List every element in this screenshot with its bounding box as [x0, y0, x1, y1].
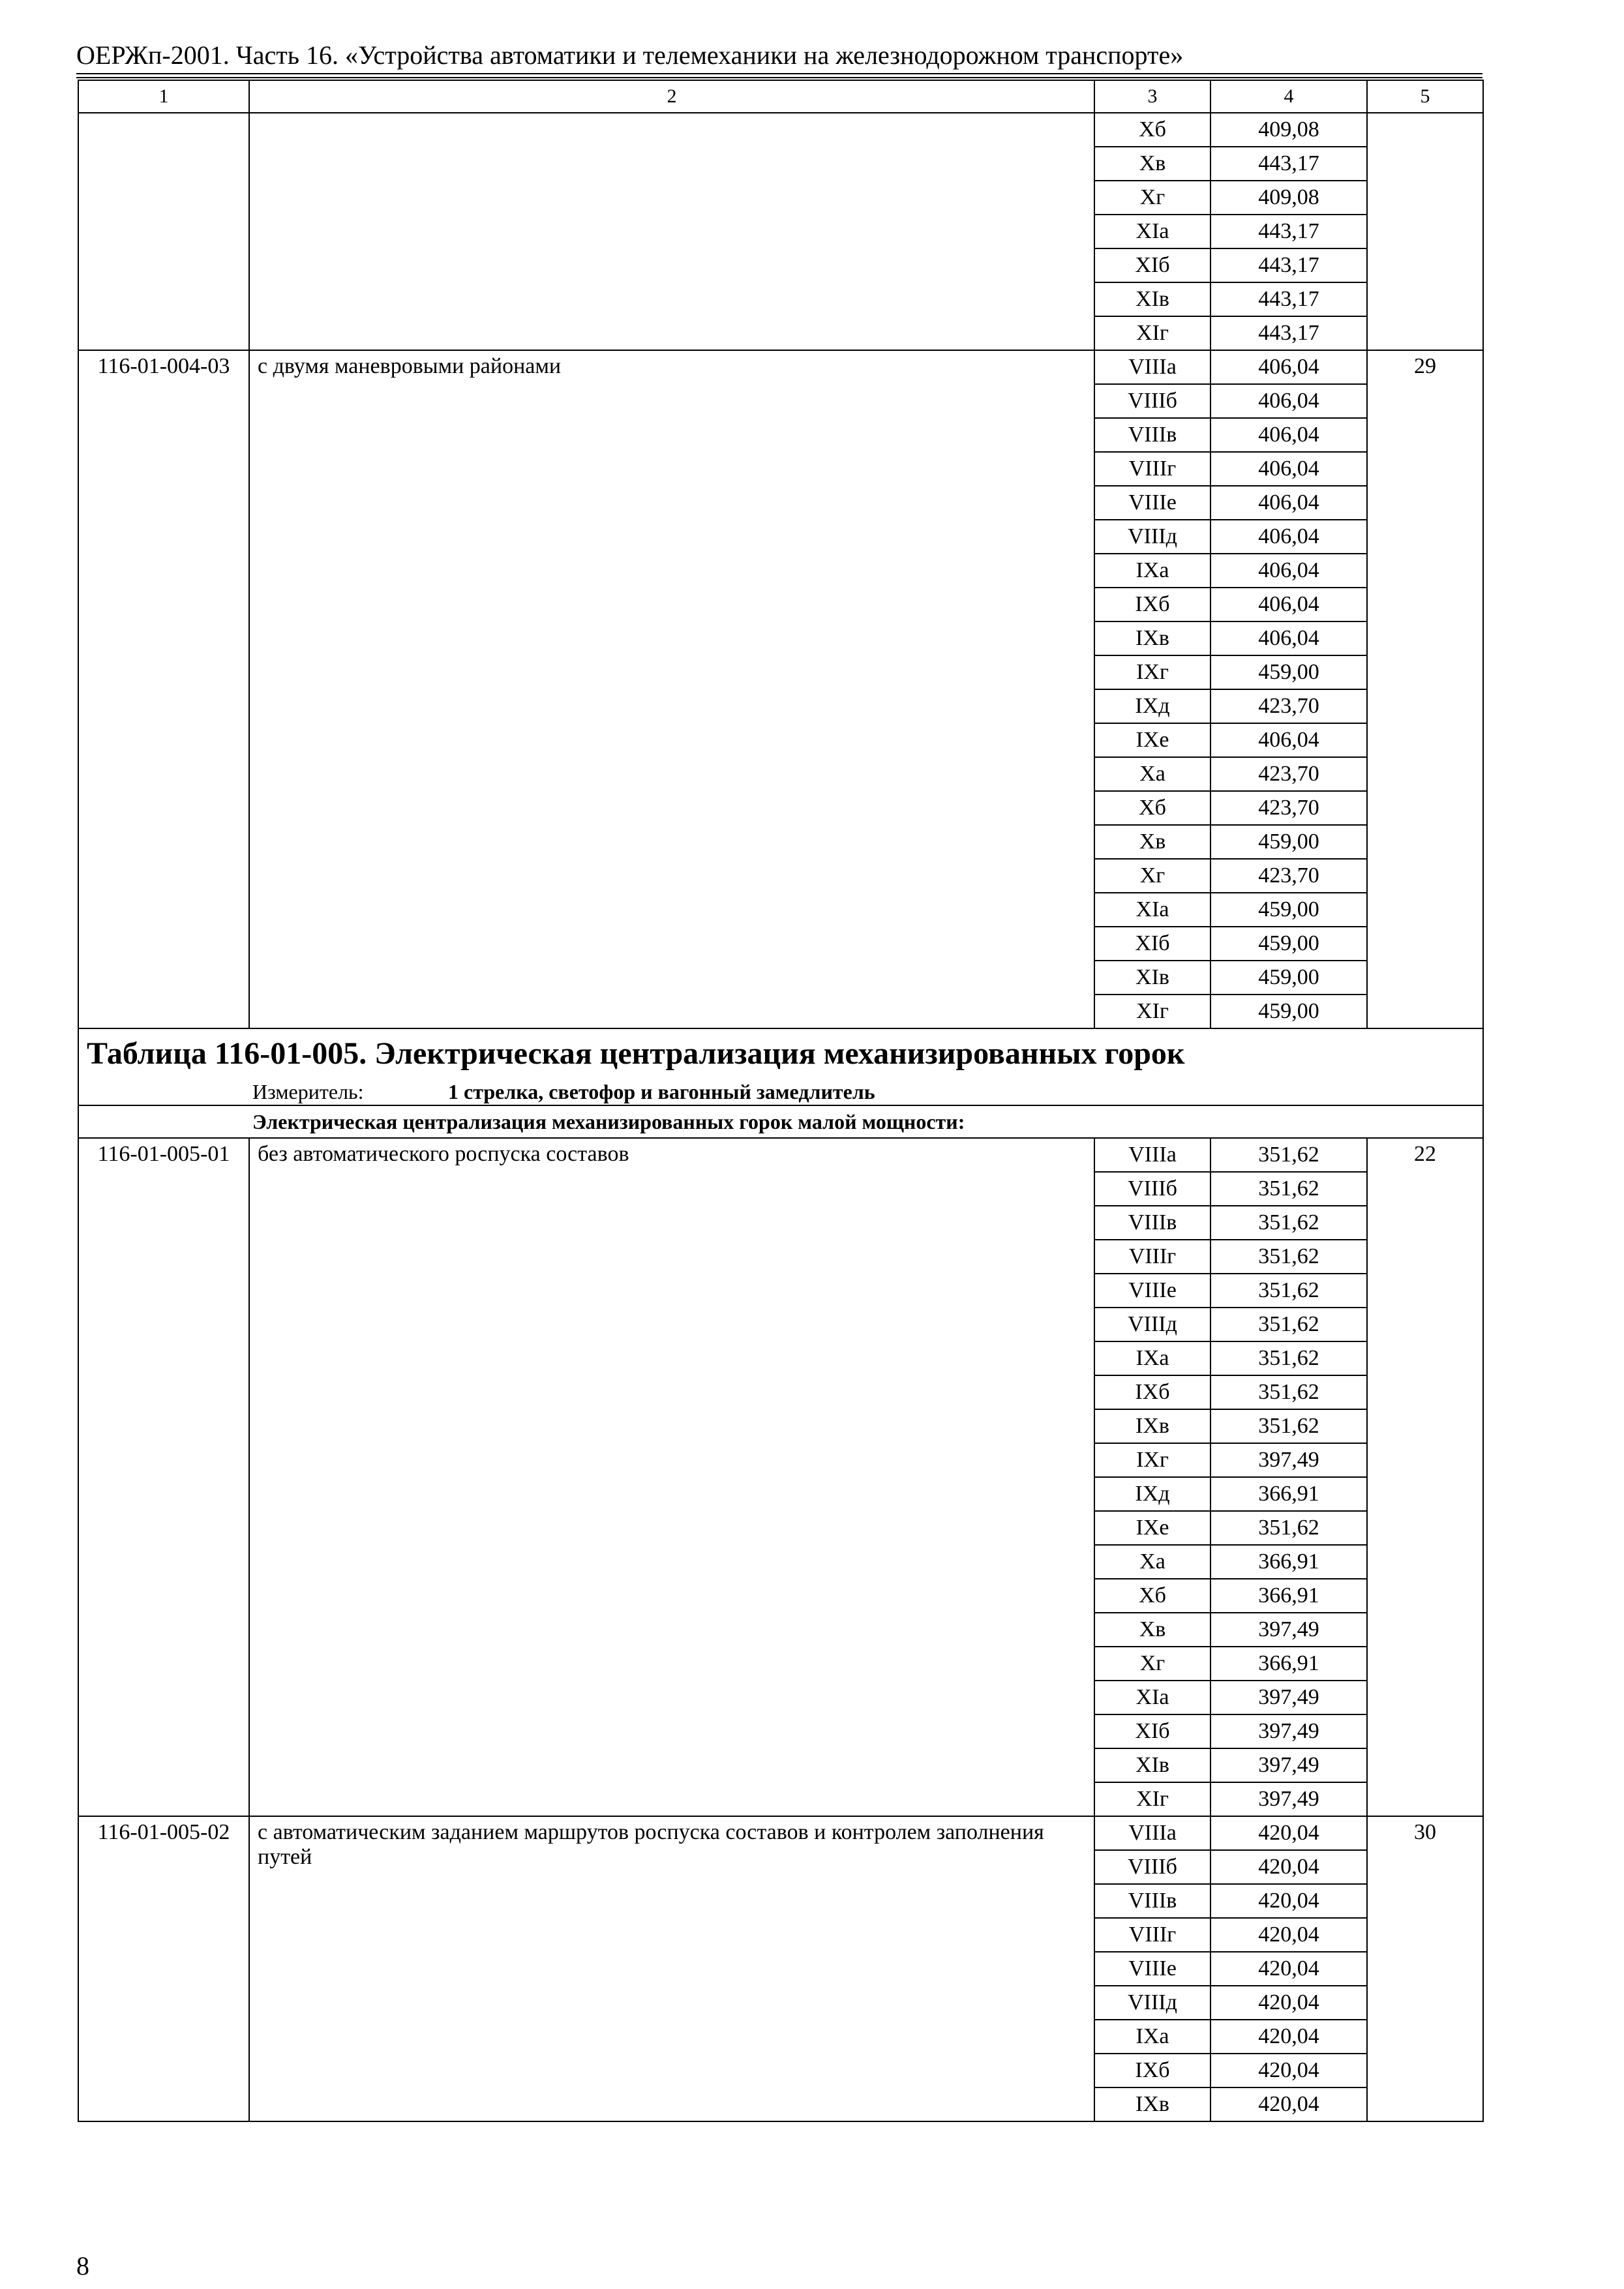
- entry-col5: [1367, 113, 1483, 350]
- table-row: [78, 350, 1483, 384]
- zone-cell: XIа: [1094, 215, 1210, 248]
- price-cell: 406,04: [1210, 588, 1367, 621]
- price-cell: 397,49: [1210, 1748, 1367, 1782]
- entry-name: с двумя маневровыми районами: [249, 350, 1094, 1028]
- price-cell: 397,49: [1210, 1443, 1367, 1477]
- price-cell: 423,70: [1210, 859, 1367, 893]
- zone-cell: Xг: [1094, 859, 1210, 893]
- price-cell: 406,04: [1210, 350, 1367, 384]
- zone-cell: VIIIе: [1094, 1952, 1210, 1986]
- price-cell: 366,91: [1210, 1545, 1367, 1579]
- zone-cell: VIIIд: [1094, 520, 1210, 554]
- entry-col5: 22: [1367, 1138, 1483, 1816]
- zone-cell: Xб: [1094, 1579, 1210, 1613]
- running-header: ОЕРЖп-2001. Часть 16. «Устройства автоматики и телемеханики на железнодорожном транспорте»: [76, 40, 1184, 70]
- zone-cell: IXб: [1094, 2054, 1210, 2087]
- zone-cell: IXд: [1094, 689, 1210, 723]
- table-row: [78, 1816, 1483, 1850]
- zone-cell: Xг: [1094, 1647, 1210, 1681]
- price-cell: 459,00: [1210, 927, 1367, 961]
- price-cell: 459,00: [1210, 961, 1367, 995]
- price-cell: 420,04: [1210, 1952, 1367, 1986]
- zone-cell: Xа: [1094, 757, 1210, 791]
- price-cell: 397,49: [1210, 1613, 1367, 1647]
- entry-name: [249, 113, 1094, 350]
- header-rule-top: [76, 73, 1482, 74]
- price-cell: 423,70: [1210, 791, 1367, 825]
- price-cell: 406,04: [1210, 452, 1367, 486]
- price-cell: 351,62: [1210, 1240, 1367, 1274]
- zone-cell: VIIIв: [1094, 1884, 1210, 1918]
- price-cell: 406,04: [1210, 621, 1367, 655]
- entry-name: с автоматическим заданием маршрутов роспуска составов и контролем заполнения путей: [249, 1816, 1094, 2121]
- meter-value: 1 стрелка, светофор и вагонный замедлитель: [448, 1079, 875, 1103]
- meter-cell: [78, 1079, 1483, 1105]
- zone-cell: IXа: [1094, 554, 1210, 588]
- price-cell: 351,62: [1210, 1375, 1367, 1409]
- entry-code: 116-01-005-02: [78, 1816, 249, 2121]
- subsection-row: [78, 1105, 1483, 1138]
- rates-table-body: [78, 80, 1483, 2121]
- zone-cell: VIIIд: [1094, 1308, 1210, 1341]
- column-number: 5: [1367, 80, 1483, 113]
- zone-cell: IXб: [1094, 588, 1210, 621]
- zone-cell: Xв: [1094, 147, 1210, 181]
- zone-cell: VIIIв: [1094, 1206, 1210, 1240]
- zone-cell: VIIIг: [1094, 1240, 1210, 1274]
- zone-cell: XIг: [1094, 316, 1210, 350]
- zone-cell: XIа: [1094, 1681, 1210, 1714]
- price-cell: 397,49: [1210, 1681, 1367, 1714]
- price-cell: 443,17: [1210, 248, 1367, 282]
- price-cell: 420,04: [1210, 1816, 1367, 1850]
- zone-cell: XIб: [1094, 927, 1210, 961]
- table-row: [78, 1138, 1483, 1172]
- price-cell: 423,70: [1210, 689, 1367, 723]
- meter-row: [78, 1079, 1483, 1105]
- column-number-row: [78, 80, 1483, 113]
- price-cell: 420,04: [1210, 1884, 1367, 1918]
- zone-cell: VIIIе: [1094, 486, 1210, 520]
- entry-code: 116-01-005-01: [78, 1138, 249, 1816]
- price-cell: 397,49: [1210, 1714, 1367, 1748]
- zone-cell: XIв: [1094, 961, 1210, 995]
- price-cell: 351,62: [1210, 1409, 1367, 1443]
- column-number: 2: [249, 80, 1094, 113]
- table-title-row: [78, 1028, 1483, 1079]
- zone-cell: Xа: [1094, 1545, 1210, 1579]
- zone-cell: VIIIд: [1094, 1986, 1210, 2020]
- price-cell: 406,04: [1210, 554, 1367, 588]
- meter-label: Измеритель:: [252, 1079, 364, 1103]
- price-cell: 406,04: [1210, 384, 1367, 418]
- price-cell: 351,62: [1210, 1172, 1367, 1206]
- price-cell: 406,04: [1210, 723, 1367, 757]
- zone-cell: VIIIб: [1094, 1172, 1210, 1206]
- zone-cell: VIIIб: [1094, 1850, 1210, 1884]
- zone-cell: IXв: [1094, 2087, 1210, 2121]
- zone-cell: IXе: [1094, 723, 1210, 757]
- zone-cell: IXв: [1094, 1409, 1210, 1443]
- zone-cell: VIIIа: [1094, 1816, 1210, 1850]
- price-cell: 406,04: [1210, 486, 1367, 520]
- page-number: 8: [76, 2251, 89, 2281]
- zone-cell: XIб: [1094, 248, 1210, 282]
- zone-cell: XIв: [1094, 282, 1210, 316]
- zone-cell: XIг: [1094, 1782, 1210, 1816]
- entry-name: без автоматического роспуска составов: [249, 1138, 1094, 1816]
- price-cell: 443,17: [1210, 282, 1367, 316]
- price-cell: 397,49: [1210, 1782, 1367, 1816]
- zone-cell: VIIIе: [1094, 1274, 1210, 1308]
- price-cell: 351,62: [1210, 1138, 1367, 1172]
- rates-table: [78, 80, 1484, 2122]
- zone-cell: Xг: [1094, 181, 1210, 215]
- price-cell: 443,17: [1210, 316, 1367, 350]
- price-cell: 459,00: [1210, 825, 1367, 859]
- price-cell: 459,00: [1210, 995, 1367, 1028]
- zone-cell: VIIIа: [1094, 350, 1210, 384]
- price-cell: 420,04: [1210, 1850, 1367, 1884]
- price-cell: 351,62: [1210, 1308, 1367, 1341]
- zone-cell: IXб: [1094, 1375, 1210, 1409]
- entry-col5: 30: [1367, 1816, 1483, 2121]
- price-cell: 420,04: [1210, 1986, 1367, 2020]
- column-number: 1: [78, 80, 249, 113]
- price-cell: 406,04: [1210, 520, 1367, 554]
- price-cell: 351,62: [1210, 1206, 1367, 1240]
- entry-code: 116-01-004-03: [78, 350, 249, 1028]
- zone-cell: XIб: [1094, 1714, 1210, 1748]
- zone-cell: XIв: [1094, 1748, 1210, 1782]
- price-cell: 423,70: [1210, 757, 1367, 791]
- zone-cell: XIа: [1094, 893, 1210, 927]
- zone-cell: VIIIг: [1094, 1918, 1210, 1952]
- zone-cell: Xв: [1094, 825, 1210, 859]
- price-cell: 366,91: [1210, 1647, 1367, 1681]
- price-cell: 420,04: [1210, 1918, 1367, 1952]
- zone-cell: Xв: [1094, 1613, 1210, 1647]
- zone-cell: VIIIг: [1094, 452, 1210, 486]
- price-cell: 459,00: [1210, 893, 1367, 927]
- price-cell: 443,17: [1210, 215, 1367, 248]
- zone-cell: Xб: [1094, 113, 1210, 147]
- price-cell: 409,08: [1210, 113, 1367, 147]
- zone-cell: IXа: [1094, 1341, 1210, 1375]
- price-cell: 351,62: [1210, 1274, 1367, 1308]
- zone-cell: IXг: [1094, 1443, 1210, 1477]
- price-cell: 351,62: [1210, 1511, 1367, 1545]
- zone-cell: IXд: [1094, 1477, 1210, 1511]
- price-cell: 366,91: [1210, 1477, 1367, 1511]
- price-cell: 406,04: [1210, 418, 1367, 452]
- column-number: 4: [1210, 80, 1367, 113]
- header-rule-bottom: [76, 77, 1482, 78]
- price-cell: 409,08: [1210, 181, 1367, 215]
- column-number: 3: [1094, 80, 1210, 113]
- price-cell: 351,62: [1210, 1341, 1367, 1375]
- zone-cell: VIIIа: [1094, 1138, 1210, 1172]
- zone-cell: XIг: [1094, 995, 1210, 1028]
- entry-col5: 29: [1367, 350, 1483, 1028]
- table-row: [78, 113, 1483, 147]
- price-cell: 443,17: [1210, 147, 1367, 181]
- zone-cell: IXе: [1094, 1511, 1210, 1545]
- price-cell: 420,04: [1210, 2054, 1367, 2087]
- zone-cell: IXа: [1094, 2020, 1210, 2054]
- price-cell: 420,04: [1210, 2020, 1367, 2054]
- price-cell: 366,91: [1210, 1579, 1367, 1613]
- price-cell: 420,04: [1210, 2087, 1367, 2121]
- zone-cell: IXг: [1094, 655, 1210, 689]
- entry-code: [78, 113, 249, 350]
- table-title: Таблица 116-01-005. Электрическая централизация механизированных горок: [78, 1028, 1483, 1079]
- zone-cell: VIIIв: [1094, 418, 1210, 452]
- price-cell: 459,00: [1210, 655, 1367, 689]
- zone-cell: VIIIб: [1094, 384, 1210, 418]
- zone-cell: IXв: [1094, 621, 1210, 655]
- subsection-cell: [78, 1105, 1483, 1138]
- subsection-heading: Электрическая централизация механизированных горок малой мощности:: [252, 1109, 965, 1133]
- zone-cell: Xб: [1094, 791, 1210, 825]
